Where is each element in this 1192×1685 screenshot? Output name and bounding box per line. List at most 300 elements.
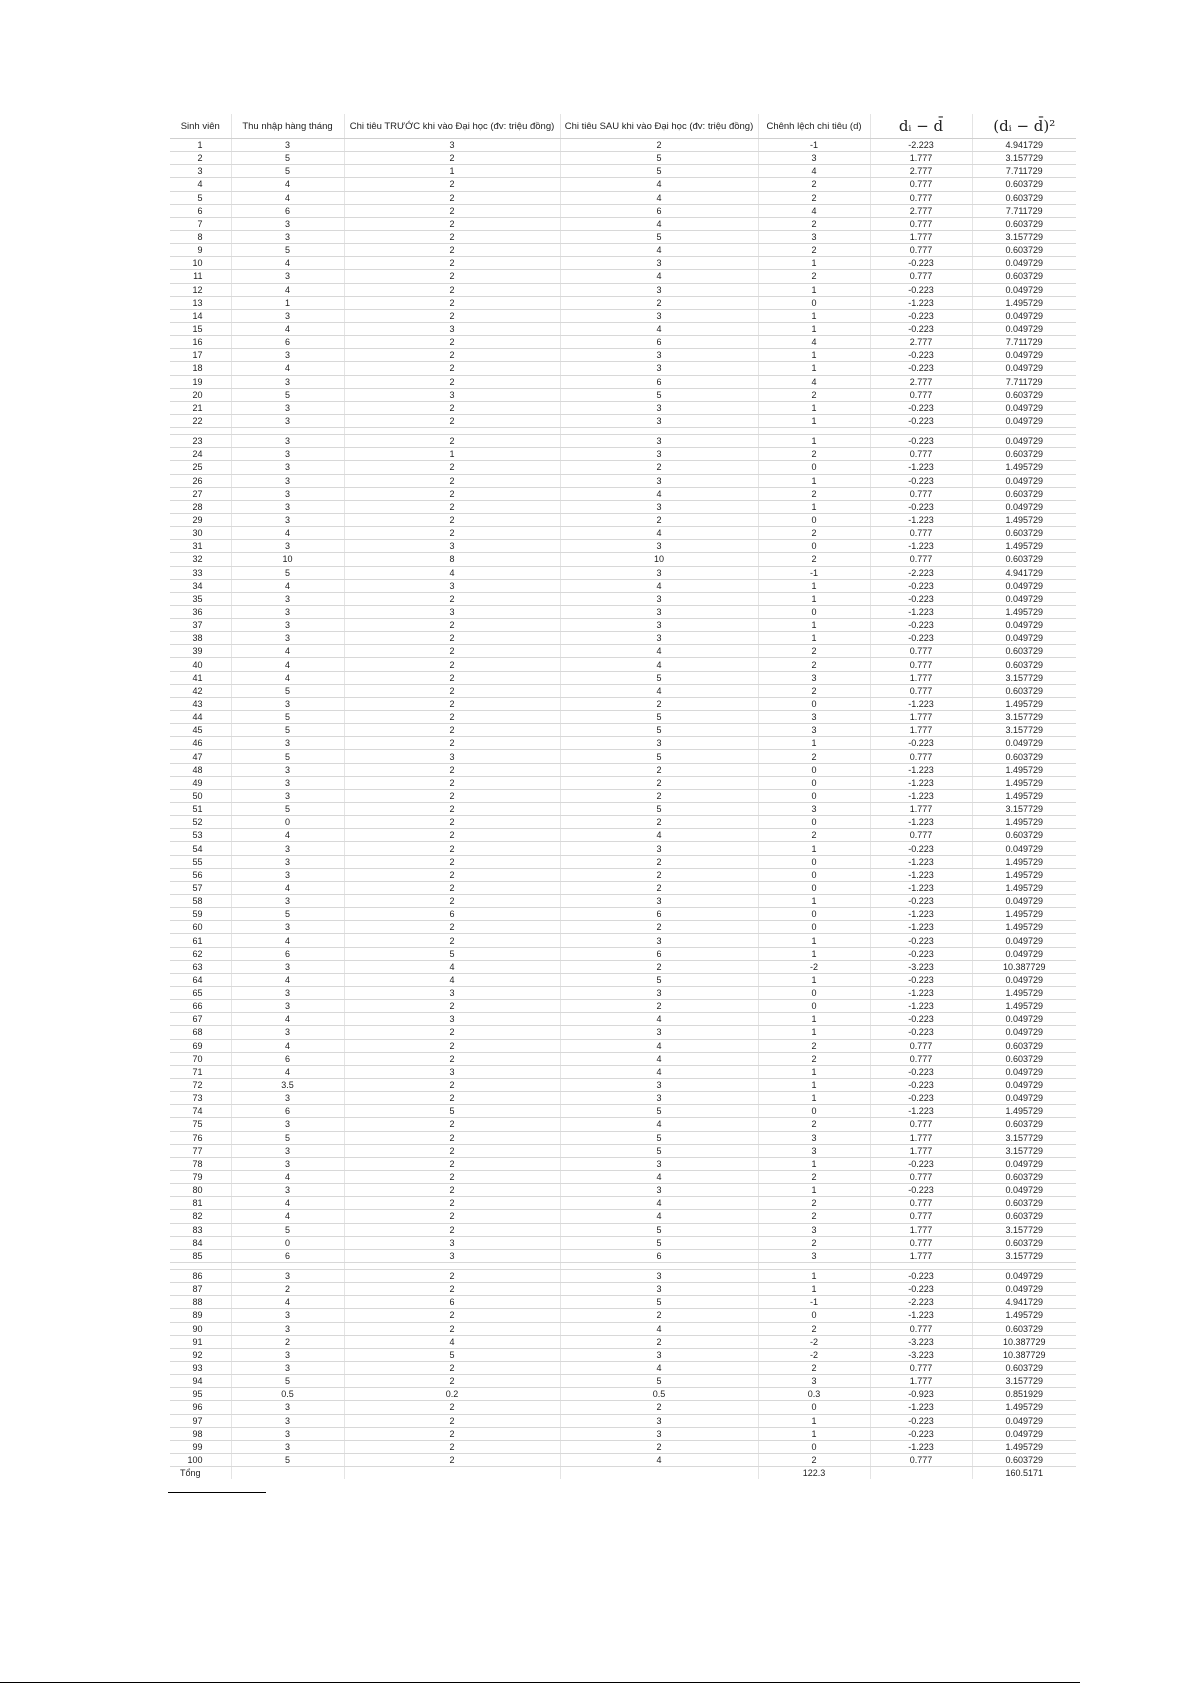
- table-cell: 2: [560, 1000, 758, 1013]
- header-cell: (dᵢ − d̄)²: [972, 114, 1076, 139]
- table-cell: 0.049729: [972, 1026, 1076, 1039]
- table-cell: 27: [170, 487, 231, 500]
- table-cell: 67: [170, 1013, 231, 1026]
- table-cell: 3: [560, 566, 758, 579]
- table-cell: 0: [758, 540, 870, 553]
- table-cell: 1.495729: [972, 296, 1076, 309]
- table-cell: 0.049729: [972, 500, 1076, 513]
- table-cell: 1: [758, 737, 870, 750]
- table-cell: 3: [231, 776, 344, 789]
- table-cell: 3: [758, 671, 870, 684]
- table-cell: 5: [560, 671, 758, 684]
- table-cell: 2: [344, 671, 560, 684]
- table-cell: 4: [231, 1210, 344, 1223]
- table-cell: 2: [560, 296, 758, 309]
- table-cell: 3: [231, 921, 344, 934]
- table-cell: 0: [758, 789, 870, 802]
- table-row: [170, 309, 1076, 322]
- table-cell: 5: [560, 165, 758, 178]
- table-cell: 2: [758, 270, 870, 283]
- table-cell: 3: [560, 842, 758, 855]
- table-cell: 2: [344, 401, 560, 414]
- table-cell: 2: [344, 632, 560, 645]
- table-cell: -0.223: [870, 1026, 972, 1039]
- table-cell: 4: [560, 527, 758, 540]
- table-cell: 0.777: [870, 645, 972, 658]
- table-cell: 0.777: [870, 1118, 972, 1131]
- table-cell: -1.223: [870, 1401, 972, 1414]
- table-cell: 1.777: [870, 1249, 972, 1262]
- table-row: [170, 1052, 1076, 1065]
- table-cell: 2: [344, 1131, 560, 1144]
- table-cell: 10: [170, 257, 231, 270]
- table-cell: 3: [231, 1026, 344, 1039]
- table-cell: 0.603729: [972, 829, 1076, 842]
- table-cell: 3: [231, 487, 344, 500]
- table-row: [170, 257, 1076, 270]
- table-row: [170, 1296, 1076, 1309]
- table-cell: -1.223: [870, 763, 972, 776]
- table-cell: 14: [170, 309, 231, 322]
- table-cell: 71: [170, 1065, 231, 1078]
- table-cell: 2: [758, 658, 870, 671]
- table-cell: 1: [758, 401, 870, 414]
- table-cell: 2: [560, 461, 758, 474]
- table-cell: 3: [758, 230, 870, 243]
- table-cell: 34: [170, 579, 231, 592]
- table-cell: 1: [758, 435, 870, 448]
- table-row: [170, 191, 1076, 204]
- table-cell: 0.603729: [972, 684, 1076, 697]
- table-cell: 77: [170, 1144, 231, 1157]
- table-cell: -0.223: [870, 973, 972, 986]
- table-cell: -0.223: [870, 322, 972, 335]
- table-cell: 0.603729: [972, 1322, 1076, 1335]
- table-cell: 0.777: [870, 1052, 972, 1065]
- table-cell: -1.223: [870, 855, 972, 868]
- table-cell: 4: [560, 658, 758, 671]
- table-cell: 3: [231, 349, 344, 362]
- table-cell: -1.223: [870, 1105, 972, 1118]
- table-cell: 12: [170, 283, 231, 296]
- table-cell: 2: [344, 776, 560, 789]
- table-cell: 6: [170, 204, 231, 217]
- table-cell: 0: [231, 816, 344, 829]
- table-cell: 2: [560, 776, 758, 789]
- table-cell: 3: [170, 165, 231, 178]
- table-row: [170, 448, 1076, 461]
- table-cell: -0.223: [870, 1013, 972, 1026]
- table-cell: 42: [170, 684, 231, 697]
- table-cell: 4: [231, 645, 344, 658]
- table-cell: 4: [231, 1039, 344, 1052]
- table-cell: 3: [560, 592, 758, 605]
- table-cell: 3: [560, 500, 758, 513]
- table-cell: 3: [758, 152, 870, 165]
- table-cell: 2: [344, 257, 560, 270]
- table-cell: 3.157729: [972, 671, 1076, 684]
- table-cell: 0.603729: [972, 1453, 1076, 1466]
- table-cell: -0.223: [870, 1427, 972, 1440]
- table-cell: 1: [758, 592, 870, 605]
- table-cell: [870, 1467, 972, 1480]
- table-cell: -0.223: [870, 500, 972, 513]
- spacer-row: [170, 428, 1076, 435]
- table-cell: 0.049729: [972, 895, 1076, 908]
- table-cell: 3: [560, 1157, 758, 1170]
- table-cell: 2: [560, 1401, 758, 1414]
- table-cell: -1.223: [870, 697, 972, 710]
- table-cell: 0.603729: [972, 1210, 1076, 1223]
- table-cell: 2: [231, 1283, 344, 1296]
- table-cell: 3: [560, 1078, 758, 1091]
- table-cell: 3: [344, 1249, 560, 1262]
- table-cell: 2: [560, 1440, 758, 1453]
- table-cell: 5: [231, 724, 344, 737]
- table-cell: 30: [170, 527, 231, 540]
- table-cell: 49: [170, 776, 231, 789]
- table-cell: 0: [758, 881, 870, 894]
- table-cell: 4: [231, 1170, 344, 1183]
- table-cell: 54: [170, 842, 231, 855]
- table-cell: 0.777: [870, 217, 972, 230]
- table-cell: 4: [560, 1065, 758, 1078]
- table-cell: 3: [231, 1000, 344, 1013]
- table-cell: 1.777: [870, 152, 972, 165]
- table-cell: 1: [758, 1065, 870, 1078]
- table-cell: 0.603729: [972, 244, 1076, 257]
- table-cell: 3: [560, 401, 758, 414]
- table-cell: 4: [560, 244, 758, 257]
- table-row: [170, 1118, 1076, 1131]
- table-cell: 21: [170, 401, 231, 414]
- table-cell: 2: [344, 1118, 560, 1131]
- table-cell: 0.049729: [972, 619, 1076, 632]
- table-cell: 1.495729: [972, 855, 1076, 868]
- table-cell: 5: [560, 1296, 758, 1309]
- table-row: [170, 724, 1076, 737]
- table-row: [170, 1013, 1076, 1026]
- spacer-cell: [560, 428, 758, 435]
- table-cell: 82: [170, 1210, 231, 1223]
- table-cell: 3: [231, 737, 344, 750]
- table-cell: 1.495729: [972, 776, 1076, 789]
- table-cell: 2: [344, 658, 560, 671]
- table-cell: 2: [344, 934, 560, 947]
- table-cell: 1.777: [870, 803, 972, 816]
- table-row: [170, 1283, 1076, 1296]
- table-cell: 2: [344, 349, 560, 362]
- table-cell: 2: [344, 724, 560, 737]
- table-cell: 5: [560, 388, 758, 401]
- table-cell: 4: [560, 1197, 758, 1210]
- table-cell: 4: [560, 191, 758, 204]
- table-cell: 3: [560, 448, 758, 461]
- table-cell: -1.223: [870, 1309, 972, 1322]
- table-cell: 3: [231, 1401, 344, 1414]
- table-row: [170, 816, 1076, 829]
- table-cell: 4: [231, 829, 344, 842]
- table-cell: 2: [344, 921, 560, 934]
- table-cell: -1.223: [870, 461, 972, 474]
- table-cell: 2: [344, 309, 560, 322]
- table-row: [170, 474, 1076, 487]
- table-row: [170, 881, 1076, 894]
- table-row: [170, 921, 1076, 934]
- table-cell: 4: [231, 322, 344, 335]
- table-row: [170, 1401, 1076, 1414]
- table-cell: 73: [170, 1092, 231, 1105]
- table-cell: 2: [758, 750, 870, 763]
- table-cell: 3.157729: [972, 152, 1076, 165]
- table-cell: 1.495729: [972, 987, 1076, 1000]
- table-cell: 5: [231, 803, 344, 816]
- table-cell: 0.777: [870, 1039, 972, 1052]
- table-cell: 0.777: [870, 178, 972, 191]
- table-cell: 0: [758, 868, 870, 881]
- table-cell: 3: [758, 1375, 870, 1388]
- table-cell: -0.223: [870, 309, 972, 322]
- table-cell: 5: [344, 1348, 560, 1361]
- table-cell: 2: [560, 960, 758, 973]
- table-cell: 5: [560, 750, 758, 763]
- table-cell: 2: [758, 684, 870, 697]
- table-cell: 0: [758, 1105, 870, 1118]
- table-cell: 4: [560, 1052, 758, 1065]
- spacer-cell: [972, 428, 1076, 435]
- table-cell: 20: [170, 388, 231, 401]
- table-cell: [344, 1467, 560, 1480]
- table-cell: 50: [170, 789, 231, 802]
- table-cell: 4: [231, 257, 344, 270]
- table-cell: 1: [758, 414, 870, 427]
- table-cell: 1: [758, 257, 870, 270]
- table-cell: 0.603729: [972, 645, 1076, 658]
- table-cell: 3: [231, 619, 344, 632]
- table-cell: 2: [758, 1322, 870, 1335]
- table-cell: 3: [560, 309, 758, 322]
- table-row: [170, 789, 1076, 802]
- table-row: [170, 414, 1076, 427]
- table-cell: 5: [231, 908, 344, 921]
- table-cell: 0.603729: [972, 1052, 1076, 1065]
- table-cell: 6: [560, 947, 758, 960]
- table-cell: 72: [170, 1078, 231, 1091]
- table-cell: 85: [170, 1249, 231, 1262]
- table-cell: -1.223: [870, 987, 972, 1000]
- table-cell: 61: [170, 934, 231, 947]
- table-cell: 76: [170, 1131, 231, 1144]
- table-body: [170, 139, 1076, 1480]
- table-row: [170, 895, 1076, 908]
- table-row: [170, 1348, 1076, 1361]
- table-row: [170, 908, 1076, 921]
- table-cell: -1.223: [870, 921, 972, 934]
- table-cell: 4: [560, 217, 758, 230]
- table-cell: 4: [560, 1322, 758, 1335]
- table-cell: 1.777: [870, 230, 972, 243]
- table-cell: 1: [758, 1078, 870, 1091]
- table-row: [170, 165, 1076, 178]
- table-row: [170, 527, 1076, 540]
- table-cell: 10: [560, 553, 758, 566]
- table-row: [170, 435, 1076, 448]
- table-cell: -0.223: [870, 1184, 972, 1197]
- table-cell: 4.941729: [972, 1296, 1076, 1309]
- table-cell: 2: [344, 500, 560, 513]
- table-cell: 3: [231, 1414, 344, 1427]
- table-cell: -1: [758, 1296, 870, 1309]
- table-row: [170, 388, 1076, 401]
- header-row: [170, 114, 1076, 139]
- table-cell: 0.777: [870, 829, 972, 842]
- table-cell: 8: [344, 553, 560, 566]
- table-row: [170, 684, 1076, 697]
- table-cell: 2: [758, 217, 870, 230]
- table-cell: 7.711729: [972, 375, 1076, 388]
- table-cell: 2: [344, 1440, 560, 1453]
- table-row: [170, 776, 1076, 789]
- table-cell: 2: [560, 513, 758, 526]
- table-cell: 2: [560, 1309, 758, 1322]
- table-cell: 0.049729: [972, 1269, 1076, 1282]
- table-cell: 2: [344, 803, 560, 816]
- table-cell: 5: [560, 724, 758, 737]
- table-cell: 3: [758, 1144, 870, 1157]
- table-cell: 4: [758, 336, 870, 349]
- table-cell: 10.387729: [972, 960, 1076, 973]
- table-cell: 1: [758, 1283, 870, 1296]
- table-cell: 0.777: [870, 191, 972, 204]
- table-cell: 0.603729: [972, 487, 1076, 500]
- table-cell: 7.711729: [972, 204, 1076, 217]
- table-cell: 3: [560, 474, 758, 487]
- table-cell: 2: [344, 619, 560, 632]
- table-cell: 7: [170, 217, 231, 230]
- table-cell: 1: [231, 296, 344, 309]
- table-cell: 0.777: [870, 1453, 972, 1466]
- table-cell: 0: [758, 1000, 870, 1013]
- table-cell: 0.049729: [972, 947, 1076, 960]
- table-cell: -0.223: [870, 592, 972, 605]
- table-cell: 22: [170, 414, 231, 427]
- table-row: [170, 763, 1076, 776]
- table-cell: 2: [758, 829, 870, 842]
- table-row: [170, 803, 1076, 816]
- table-cell: 0.049729: [972, 322, 1076, 335]
- table-cell: 6: [231, 1249, 344, 1262]
- table-cell: 4: [231, 671, 344, 684]
- table-row: [170, 336, 1076, 349]
- table-cell: 0.049729: [972, 632, 1076, 645]
- table-cell: 3: [560, 283, 758, 296]
- table-cell: 5: [560, 803, 758, 816]
- table-cell: 2: [344, 178, 560, 191]
- table-cell: -1.223: [870, 1000, 972, 1013]
- table-cell: 0.777: [870, 527, 972, 540]
- table-cell: 0: [758, 1309, 870, 1322]
- table-row: [170, 217, 1076, 230]
- table-cell: 44: [170, 711, 231, 724]
- table-cell: -0.223: [870, 895, 972, 908]
- table-row: [170, 868, 1076, 881]
- table-cell: -0.223: [870, 1157, 972, 1170]
- table-cell: 81: [170, 1197, 231, 1210]
- table-cell: 3: [344, 750, 560, 763]
- table-cell: 84: [170, 1236, 231, 1249]
- table-cell: 4: [758, 204, 870, 217]
- table-cell: 0.777: [870, 388, 972, 401]
- table-cell: 3: [231, 842, 344, 855]
- table-row: [170, 855, 1076, 868]
- table-cell: 0.603729: [972, 178, 1076, 191]
- table-cell: 2: [344, 763, 560, 776]
- spacer-cell: [231, 1262, 344, 1269]
- table-cell: 3: [344, 579, 560, 592]
- table-row: [170, 178, 1076, 191]
- table-cell: 1: [758, 934, 870, 947]
- table-cell: -0.223: [870, 1414, 972, 1427]
- table-cell: 2: [344, 1361, 560, 1374]
- table-cell: 5: [231, 1223, 344, 1236]
- table-cell: -1.223: [870, 776, 972, 789]
- table-row: [170, 1414, 1076, 1427]
- table-cell: 75: [170, 1118, 231, 1131]
- table-cell: 3: [231, 1440, 344, 1453]
- table-cell: 0: [758, 763, 870, 776]
- table-cell: 0.851929: [972, 1388, 1076, 1401]
- table-cell: 98: [170, 1427, 231, 1440]
- table-cell: 96: [170, 1401, 231, 1414]
- table-cell: 2: [344, 855, 560, 868]
- table-row: [170, 658, 1076, 671]
- table-cell: 3: [344, 987, 560, 1000]
- table-cell: -0.223: [870, 435, 972, 448]
- table-cell: 3: [344, 540, 560, 553]
- table-cell: 0.777: [870, 1322, 972, 1335]
- table-cell: 3: [231, 960, 344, 973]
- header-cell: Chi tiêu SAU khi vào Đại học (đv: triệu đồng): [560, 114, 758, 139]
- table-cell: 2: [560, 139, 758, 152]
- table-cell: 93: [170, 1361, 231, 1374]
- table-cell: 2: [344, 1092, 560, 1105]
- table-cell: 2: [344, 414, 560, 427]
- table-row: [170, 244, 1076, 257]
- table-cell: 2: [344, 230, 560, 243]
- table-row: [170, 401, 1076, 414]
- table-cell: 3: [344, 1013, 560, 1026]
- table-cell: 0.777: [870, 1236, 972, 1249]
- table-cell: -2.223: [870, 566, 972, 579]
- table-cell: 4: [231, 1013, 344, 1026]
- table-row: [170, 139, 1076, 152]
- table-cell: -1.223: [870, 789, 972, 802]
- table-cell: 62: [170, 947, 231, 960]
- table-cell: 3: [560, 737, 758, 750]
- table-cell: 0: [758, 605, 870, 618]
- table-cell: 59: [170, 908, 231, 921]
- table-cell: 5: [231, 1453, 344, 1466]
- table-cell: 2: [758, 553, 870, 566]
- table-cell: 1.495729: [972, 908, 1076, 921]
- table-cell: 2: [560, 789, 758, 802]
- table-row: [170, 1157, 1076, 1170]
- table-cell: 2: [344, 474, 560, 487]
- table-cell: 0.777: [870, 244, 972, 257]
- table-cell: 86: [170, 1269, 231, 1282]
- table-cell: 5: [560, 711, 758, 724]
- table-cell: 0.3: [758, 1388, 870, 1401]
